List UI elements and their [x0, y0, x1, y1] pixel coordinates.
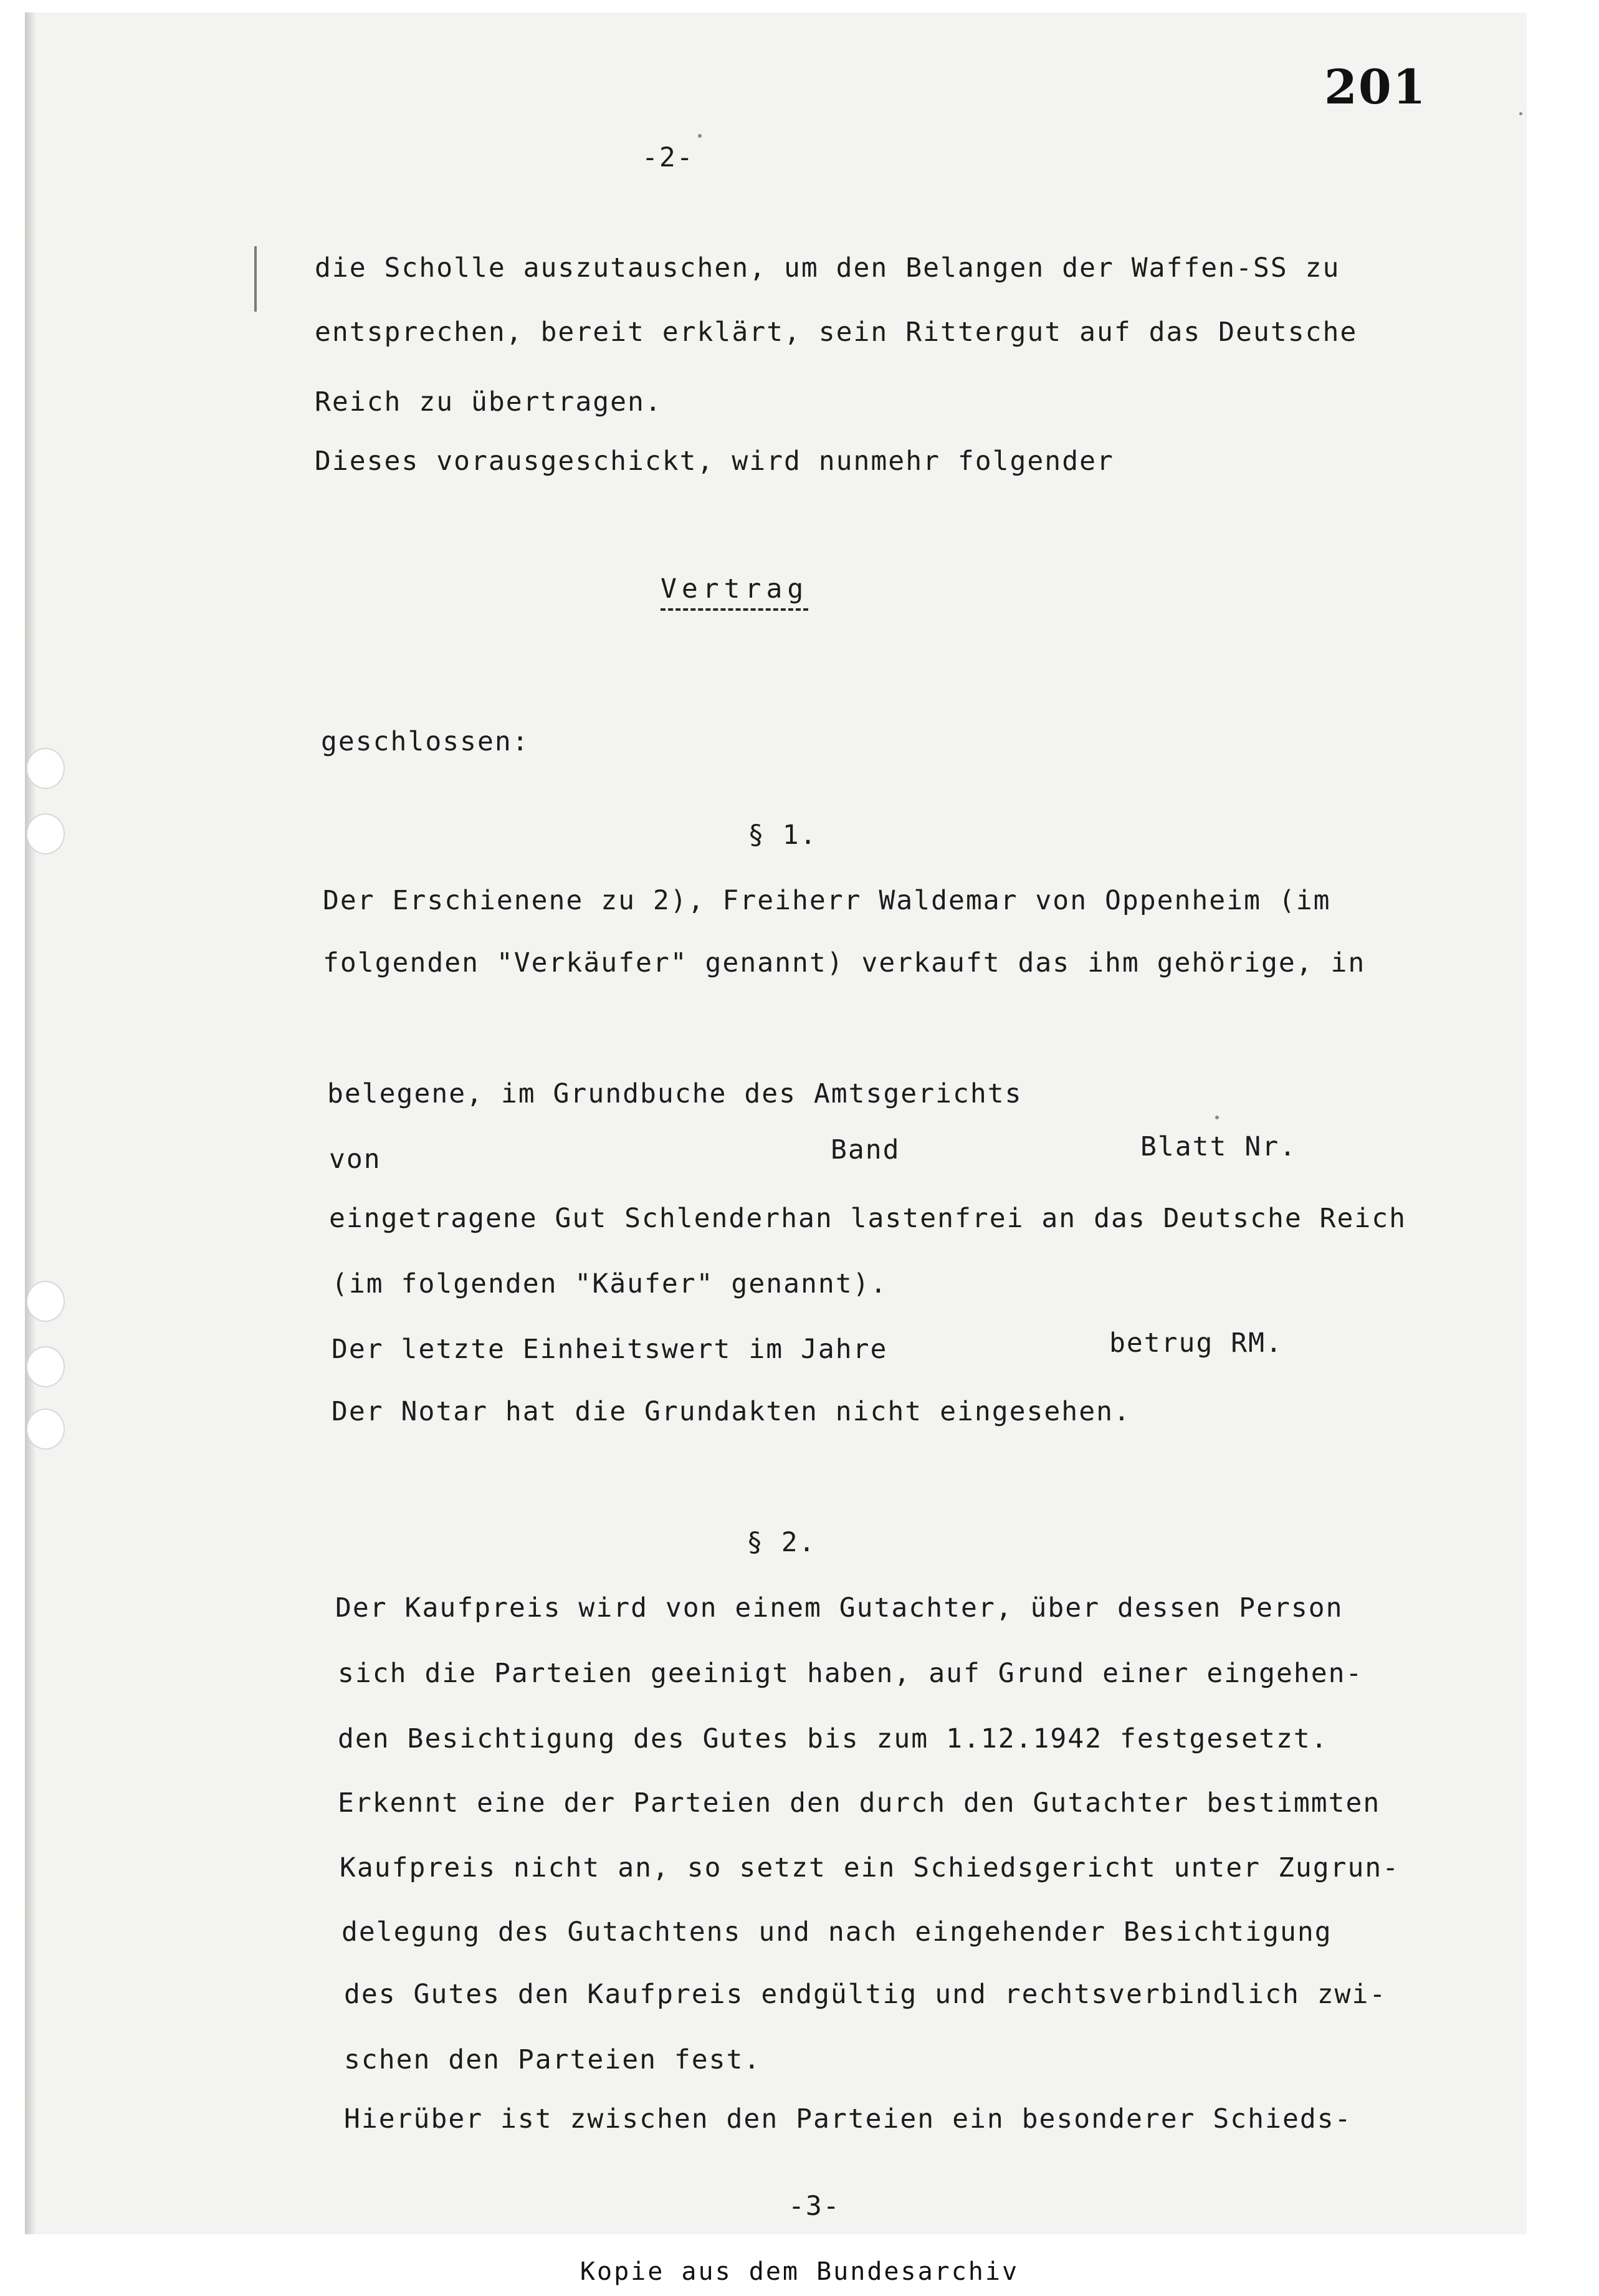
margin-pencil-mark	[254, 246, 257, 312]
intro-line: entsprechen, bereit erklärt, sein Rittergut auf das Deutsche	[315, 317, 1358, 348]
section1-blatt-label: Blatt Nr.	[1140, 1131, 1297, 1162]
section1-line: eingetragene Gut Schlenderhan lastenfrei an das Deutsche Reich	[329, 1203, 1407, 1234]
section2-line: des Gutes den Kaufpreis endgültig und rechtsverbindlich zwi-	[344, 1979, 1387, 2010]
contract-concluded: geschlossen:	[321, 726, 530, 757]
section1-value-line: Der letzte Einheitswert im Jahre	[332, 1334, 888, 1365]
punch-hole	[26, 748, 65, 789]
section1-von-label: von	[329, 1144, 381, 1175]
footer-next-page: -3-	[788, 2191, 841, 2222]
section2-line: schen den Parteien fest.	[344, 2044, 761, 2075]
section1-register-line: belegene, im Grundbuche des Amtsgerichts	[327, 1078, 1023, 1109]
scan-speck	[1519, 112, 1522, 115]
section2-line: den Besichtigung des Gutes bis zum 1.12.1942 festgesetzt.	[338, 1723, 1329, 1754]
archive-copy-note: Kopie aus dem Bundesarchiv	[580, 2257, 1019, 2286]
archive-page-number: 201	[1324, 59, 1427, 115]
section-number: § 2.	[747, 1527, 816, 1558]
punch-hole	[26, 1346, 65, 1387]
page-shadow-edge	[25, 12, 36, 2234]
section-number: § 1.	[748, 820, 818, 851]
section1-notary-line: Der Notar hat die Grundakten nicht eingesehen.	[332, 1396, 1131, 1427]
section1-value-line-end: betrug RM.	[1109, 1327, 1283, 1359]
intro-line: die Scholle auszutauschen, um den Belangen der Waffen-SS zu	[315, 252, 1340, 284]
section1-line: (im folgenden "Käufer" genannt).	[332, 1268, 888, 1299]
punch-hole	[26, 1281, 65, 1322]
punch-hole	[26, 1409, 65, 1450]
section2-line: delegung des Gutachtens und nach eingehender Besichtigung	[341, 1916, 1332, 1948]
section2-line: Kaufpreis nicht an, so setzt ein Schiedsgericht unter Zugrun-	[340, 1852, 1400, 1883]
intro-line: Dieses vorausgeschickt, wird nunmehr folgender	[315, 446, 1114, 477]
section2-line: Hierüber ist zwischen den Parteien ein besonderer Schieds-	[344, 2103, 1352, 2135]
section2-line: Erkennt eine der Parteien den durch den Gutachter bestimmten	[338, 1787, 1381, 1819]
scan-speck	[698, 134, 702, 138]
section1-line: folgenden "Verkäufer" genannt) verkauft das ihm gehörige, in	[323, 947, 1366, 978]
section1-band-label: Band	[831, 1134, 900, 1165]
intro-line: Reich zu übertragen.	[315, 386, 662, 418]
punch-hole	[26, 813, 65, 854]
scan-speck	[1215, 1116, 1219, 1119]
contract-heading: Vertrag	[661, 573, 808, 611]
section2-line: sich die Parteien geeinigt haben, auf Grund einer eingehen-	[338, 1658, 1363, 1689]
section1-line: Der Erschienene zu 2), Freiherr Waldemar von Oppenheim (im	[323, 885, 1331, 916]
header-page-number: -2-	[642, 142, 694, 173]
section2-line: Der Kaufpreis wird von einem Gutachter, über dessen Person	[335, 1592, 1344, 1624]
